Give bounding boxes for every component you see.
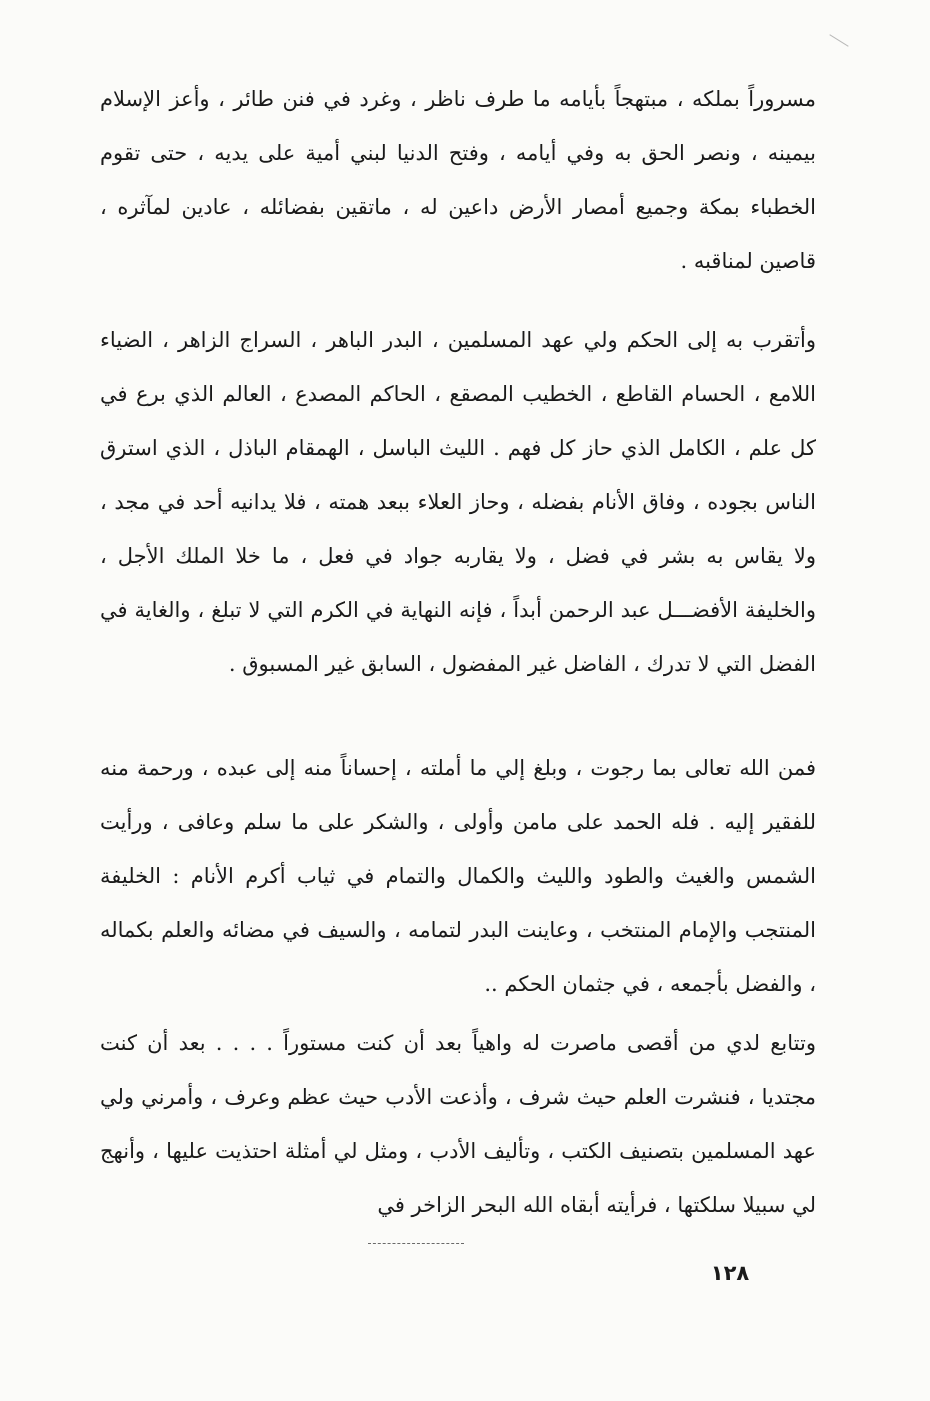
paragraph-2: وأتقرب به إلى الحكم ولي عهد المسلمين ، البدر الباهر ، السراج الزاهر ، الضياء اللامع ، الحسام القاطع ، الخطيب المصقع ، الحاكم المصدع ، العالم الذي برع في كل علم ، الكامل الذي حاز كل فهم . الليث الباسل ، الهمقام الباذل ، الذي استرق الناس بجوده ، وفاق الأنام بفضله ، وحاز العلاء ببعد همته ، فلا يدانيه أحد في مجد ، ولا يقاس به بشر في فضل ، ولا يقاربه جواد في فعل ، ما خلا الملك الأجل ، والخليفة الأفضـــل عبد الرحمن أبداً ، فإنه النهاية في الكرم التي لا تبلغ ، والغاية في الفضل التي لا تدرك ، الفاضل غير المفضول ، السابق غير المسبوق . <box>100 328 816 676</box>
page-number: ١٢٨ <box>710 1261 750 1285</box>
paragraph-3: فمن الله تعالى بما رجوت ، وبلغ إلي ما أملته ، إحساناً منه إلى عبده ، ورحمة منه للفقير إليه . فله الحمد على مامن وأولى ، والشكر على ما سلم وعافى ، ورأيت الشمس والغيث والطود والليث والكمال والتمام في ثياب أكرم الأنام : الخليفة المنتجب والإمام المنتخب ، وعاينت البدر لتمامه ، والسيف في مضائه والعلم بكماله ، والفضل بأجمعه ، في جثمان الحكم .. <box>100 756 816 996</box>
paragraph-1: مسروراً بملكه ، مبتهجاً بأيامه ما طرف ناظر ، وغرد في فنن طائر ، وأعز الإسلام بيمينه ، ونصر الحق به وفي أيامه ، وفتح الدنيا لبني أمية على يديه ، حتى تقوم الخطباء بمكة وجميع أمصار الأرض داعين له ، ماتقين بفضائله ، عادين لمآثره ، قاصين لمناقبه . <box>100 87 816 273</box>
paragraph-4: وتتابع لدي من أقصى ماصرت له واهياً بعد أن كنت مستوراً . . . . بعد أن كنت مجتديا ، فنشرت العلم حيث شرف ، وأذعت الأدب حيث عظم وعرف ، وأمرني ولي عهد المسلمين بتصنيف الكتب ، وتأليف الأدب ، ومثل لي أمثلة احتذيت عليها ، وأنهج لي سبيلا سلكتها ، فرأيته أبقاه الله البحر الزاخر في <box>100 1031 816 1217</box>
footer-rule <box>368 1243 464 1244</box>
scan-mark <box>829 34 848 47</box>
